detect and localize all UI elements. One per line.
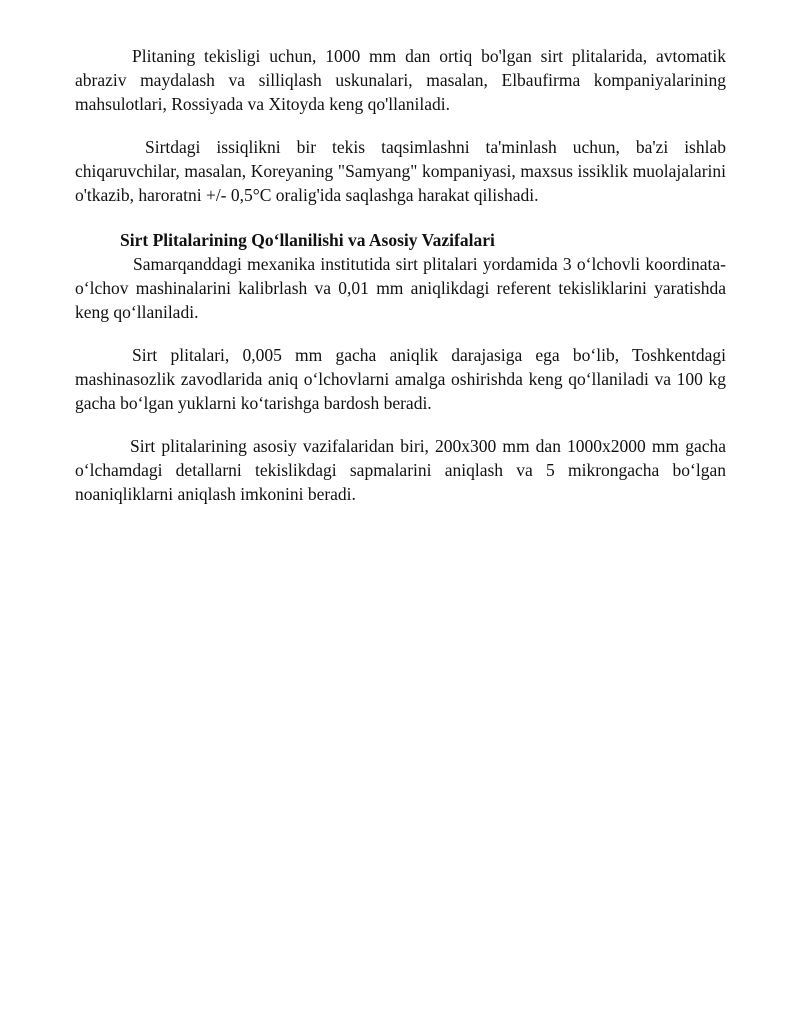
document-page	[75, 44, 726, 506]
paragraph-samarkand-institute: Samarqanddagi mexanika institutida sirt plitalari yordamida 3 o‘lchovli koordinata-o‘lchov mashinalarini kalibrlash va 0,01 mm aniqlikdagi referent tekisliklarini yaratishda keng qo‘llaniladi.	[75, 254, 726, 322]
paragraph-tashkent-factories: Sirt plitalari, 0,005 mm gacha aniqlik darajasiga ega bo‘lib, Toshkentdagi mashinasozlik zavodlarida aniq o‘lchovlarni amalga oshirishda keng qo‘llaniladi va 100 kg gacha bo‘lgan yuklarni ko‘tarishga bardosh beradi.	[75, 345, 726, 413]
section-heading: Sirt Plitalarining Qo‘llanilishi va Asosiy Vazifalari	[120, 230, 495, 250]
paragraph-heat-distribution: Sirtdagi issiqlikni bir tekis taqsimlashni ta'minlash uchun, ba'zi ishlab chiqaruvchilar, masalan, Koreyaning "Samyang" kompaniyasi, maxsus issiklik muolajalarini o'tkazib, haroratni +/- 0,5°C oralig'ida saqlashga harakat qilishadi.	[75, 137, 726, 205]
paragraph-main-functions: Sirt plitalarining asosiy vazifalaridan biri, 200x300 mm dan 1000x2000 mm gacha o‘lchamdagi detallarni tekislikdagi sapmalarini aniqlash va 5 mikrongacha bo‘lgan noaniqliklarni aniqlash imkonini beradi.	[75, 436, 726, 504]
paragraph-surface-flatness: Plitaning tekisligi uchun, 1000 mm dan ortiq bo'lgan sirt plitalarida, avtomatik abraziv maydalash va silliqlash uskunalari, masalan, Elbaufirma kompaniyalarining mahsulotlari, Rossiyada va Xitoyda keng qo'llaniladi.	[75, 46, 726, 114]
